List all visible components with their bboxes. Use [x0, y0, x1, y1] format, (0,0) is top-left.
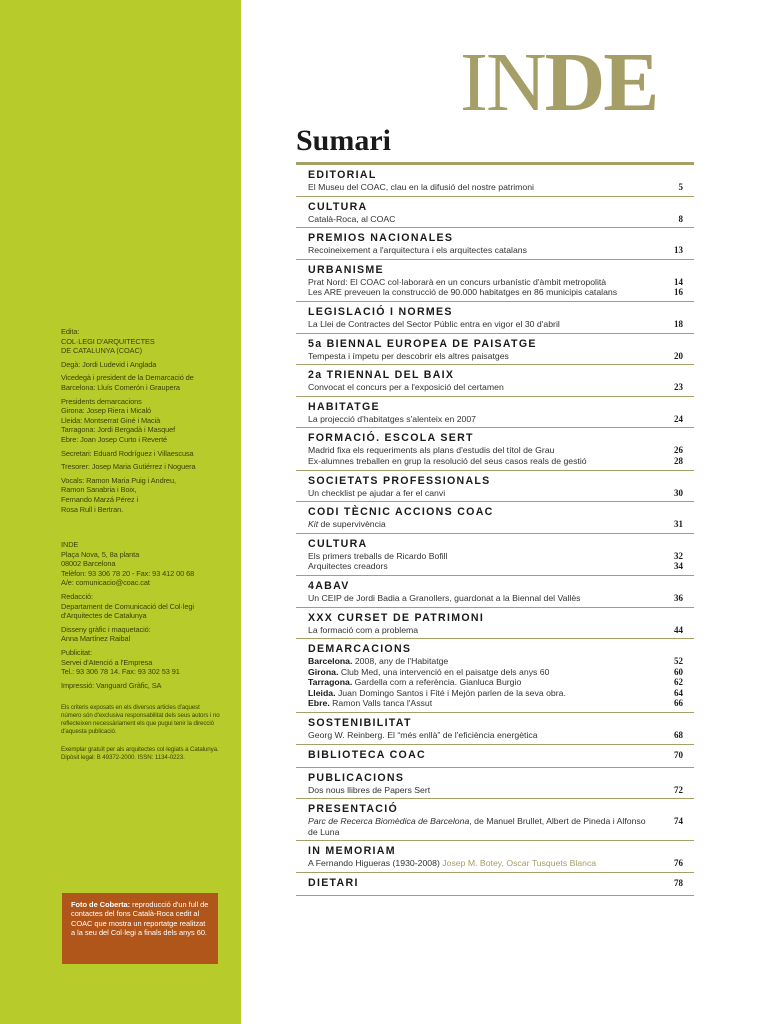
toc-entry [308, 319, 694, 330]
credit-line: Fernando Marzá Pérez i [61, 494, 139, 504]
credits-distribution: Exemplar gratuït per als arquitectes col·legiats a Catalunya. [61, 746, 219, 754]
toc-entry [308, 688, 694, 699]
credit-line: Servei d'Atenció a l'Empresa [61, 657, 153, 667]
toc-section [296, 768, 694, 800]
toc-page-number: 76 [674, 858, 683, 869]
toc-section [296, 228, 694, 260]
credit-line: Ramon Sanabria i Boix, [61, 485, 137, 495]
toc-entry-text [308, 488, 659, 499]
credit-line: Publicitat: [61, 648, 92, 658]
credit-line: A/e: comunicacio@coac.cat [61, 578, 150, 588]
toc-page-number: 66 [674, 698, 683, 709]
table-of-contents [296, 162, 694, 896]
toc-section-title: IN MEMORIAM [308, 845, 396, 858]
toc-entry [308, 519, 694, 530]
toc-entry-text [308, 656, 659, 667]
credits-people-group [61, 397, 221, 445]
credit-line: d'Arquitectes de Catalunya [61, 611, 147, 621]
toc-entry-text [308, 456, 659, 467]
toc-page-number: 30 [674, 487, 683, 498]
toc-entry-text [308, 351, 659, 362]
toc-entry-title: Juan Domingo Santos i Fité i Mejón parlen de la seva obra. [335, 687, 566, 698]
credit-line: INDE [61, 540, 79, 550]
toc-section-title: DEMARCACIONS [308, 643, 412, 656]
toc-entry-title: Un CEIP de Jordi Badia a Granollers, guardonat a la Biennal del Vallès [308, 592, 581, 603]
toc-page-number: 62 [674, 677, 683, 688]
toc-entry-text [308, 593, 659, 604]
toc-entry [308, 656, 694, 667]
toc-entry-text [308, 816, 659, 837]
toc-section-title: CULTURA [308, 537, 368, 550]
toc-section-title: 4ABAV [308, 579, 350, 592]
toc-page-number: 20 [674, 350, 683, 361]
toc-entry-text [308, 382, 659, 393]
credit-line: Tel.: 93 306 78 14. Fax: 93 302 53 91 [61, 667, 180, 677]
toc-section [296, 534, 694, 576]
toc-entry-emphasis: Parc de Recerca Biomèdica de Barcelona [308, 816, 470, 827]
toc-entry-title: Madrid fixa els requeriments als plans d'estudis del títol de Grau [308, 445, 555, 456]
credit-line: Plaça Nova, 5, 8a planta [61, 549, 140, 559]
toc-entry-text [308, 445, 659, 456]
toc-entry-title: Prat Nord: El COAC col·laborarà en un concurs urbanístic d'àmbit metropolità [308, 276, 607, 287]
toc-entry-text [308, 319, 659, 330]
cover-credit-text: reproducció d'un full de contactes del fons Català-Roca cedit al COAC que mostra un reportatge realitzat a la seu del Col·legi a finals dels anys 60. [71, 900, 209, 937]
toc-entry-emphasis: Kit [308, 519, 319, 530]
credits-design [61, 625, 221, 644]
toc-section [296, 302, 694, 334]
credits-spacer [61, 694, 221, 700]
toc-entry-location: Ebre. [308, 698, 330, 709]
toc-entry-authors: Josep M. Botey, Oscar Tusquets Blanca [442, 858, 597, 869]
toc-entry-text [308, 785, 659, 796]
masthead-logo [460, 38, 657, 128]
toc-entry-text [308, 182, 659, 193]
toc-entry-title: Els primers treballs de Ricardo Bofill [308, 550, 448, 561]
credits-advertising [61, 648, 221, 677]
credit-line: Vocals: Ramon Maria Puig i Andreu, [61, 475, 176, 485]
credits-contact [61, 540, 221, 588]
toc-entry-text [308, 667, 659, 678]
credit-line: Redacció: [61, 592, 93, 602]
toc-section-title: SOSTENIBILITAT [308, 717, 412, 730]
credits-spacer [61, 740, 221, 742]
toc-page-number: 24 [674, 413, 683, 424]
toc-section [296, 608, 694, 640]
toc-entry-title: Dos nous llibres de Papers Sert [308, 784, 431, 795]
toc-entry [308, 287, 694, 298]
toc-entry [308, 816, 694, 837]
toc-section [296, 713, 694, 745]
toc-section [296, 428, 694, 470]
toc-entry-title: Català-Roca, al COAC [308, 213, 396, 224]
credit-line: Secretari: Eduard Rodríguez i Villaescusa [61, 448, 194, 458]
toc-entry-title: A Fernando Higueras (1930-2008) [308, 858, 443, 869]
credit-line: Barcelona: Lluís Comerón i Graupera [61, 382, 180, 392]
credits-publisher [61, 327, 221, 356]
toc-page-number: 60 [674, 666, 683, 677]
toc-section-title: HABITATGE [308, 400, 380, 413]
toc-entry [308, 488, 694, 499]
sidebar [0, 0, 241, 1024]
toc-entry [308, 277, 694, 288]
toc-entry-location: Barcelona. [308, 656, 353, 667]
toc-section-title: 5a BIENNAL EUROPEA DE PAISATGE [308, 337, 537, 350]
toc-entry-text [308, 245, 659, 256]
credit-line: DE CATALUNYA (COAC) [61, 346, 143, 356]
toc-section [296, 260, 694, 302]
toc-section [296, 165, 694, 197]
toc-entry [308, 214, 694, 225]
toc-entry [308, 182, 694, 193]
toc-entry-title: Convocat el concurs per a l'exposició del certamen [308, 382, 504, 393]
toc-entry-text [308, 688, 659, 699]
toc-page-number: 34 [674, 561, 683, 572]
toc-page-number: 13 [674, 245, 683, 256]
credit-line: Lleida: Montserrat Giné i Macià [61, 415, 161, 425]
toc-section [296, 873, 694, 896]
toc-entry-title: Club Med, una intervenció en el paisatge dels anys 60 [338, 666, 550, 677]
toc-section-title: SOCIETATS PROFESSIONALS [308, 474, 491, 487]
toc-section [296, 799, 694, 841]
toc-page-number: 32 [674, 550, 683, 561]
credits-people-group [61, 373, 221, 392]
toc-section [296, 841, 694, 873]
masthead-light: IN [460, 36, 545, 129]
toc-section-row [308, 749, 694, 762]
toc-entry-title: La projecció d'habitatges s'alenteix en 2007 [308, 413, 477, 424]
toc-entry-text [308, 730, 659, 741]
toc-entry-title: de supervivència [318, 519, 386, 530]
toc-page-number: 64 [674, 687, 683, 698]
toc-entry [308, 593, 694, 604]
toc-section-title: PREMIOS NACIONALES [308, 232, 454, 245]
credits [61, 327, 221, 762]
toc-entry-text [308, 561, 659, 572]
credit-line: Disseny gràfic i maquetació: [61, 624, 151, 634]
toc-page-number: 18 [674, 318, 683, 329]
toc-section-title: 2a TRIENNAL DEL BAIX [308, 369, 455, 382]
toc-entry-text [308, 677, 659, 688]
toc-section-title: DIETARI [308, 877, 359, 890]
toc-page-number: 44 [674, 624, 683, 635]
toc-entry-text [308, 519, 659, 530]
toc-entry-text [308, 277, 659, 288]
credits-people-group [61, 476, 221, 514]
toc-section [296, 502, 694, 534]
toc-entry [308, 858, 694, 869]
toc-page-number: 23 [674, 382, 683, 393]
credit-line: Tarragona: Jordi Bergadà i Masquef [61, 425, 176, 435]
toc-section-row [308, 877, 694, 890]
credit-line: Impressió: Vanguard Gràfic, SA [61, 680, 162, 690]
toc-page-number: 74 [674, 816, 683, 827]
toc-entry-title: La formació com a problema [308, 624, 419, 635]
toc-entry-location: Lleida. [308, 687, 336, 698]
toc-section-title: PRESENTACIÓ [308, 803, 399, 816]
credit-line: Anna Martínez Raibal [61, 634, 131, 644]
toc-section-title: PUBLICACIONS [308, 771, 405, 784]
toc-section-title: BIBLIOTECA COAC [308, 748, 426, 761]
credit-line: Tresorer: Josep Maria Gutiérrez i Noguera [61, 462, 196, 472]
credit-line: Girona: Josep Riera i Micaló [61, 406, 152, 416]
toc-entry-title: Georg W. Reinberg. El “més enllà” de l'eficiència energètica [308, 730, 538, 741]
credit-line: Edita: [61, 327, 80, 336]
credits-people-group [61, 449, 221, 459]
toc-entry-text [308, 287, 659, 298]
toc-section [296, 471, 694, 503]
toc-page-number: 26 [674, 445, 683, 456]
credit-line: Presidents demarcacions [61, 396, 142, 406]
toc-entry [308, 785, 694, 796]
toc-entry-text [308, 551, 659, 562]
toc-entry-title: Un checklist pe ajudar a fer el canvi [308, 487, 446, 498]
toc-entry-text [308, 414, 659, 425]
toc-entry [308, 551, 694, 562]
toc-entry-title: Ramon Valls tanca l'Assut [329, 698, 433, 709]
toc-entry [308, 730, 694, 741]
toc-page-number: 68 [674, 730, 683, 741]
toc-page-number: 8 [678, 213, 683, 224]
toc-page-number: 5 [678, 182, 683, 192]
toc-section [296, 365, 694, 397]
toc-section-title: CODI TÈCNIC ACCIONS COAC [308, 506, 494, 519]
toc-entry-title: Recoineixement a l'arquitectura i els arquitectes catalans [308, 245, 527, 256]
toc-entry-title: El Museu del COAC, clau en la difusió del nostre patrimoni [308, 182, 534, 192]
credit-line: Degà: Jordi Ludevid i Anglada [61, 359, 157, 369]
toc-page-number: 52 [674, 656, 683, 667]
page-title: Sumari [296, 124, 392, 157]
toc-entry [308, 445, 694, 456]
toc-entry-title: Ex-alumnes treballen en grup la resolució del seus casos reals de gestió [308, 455, 587, 466]
toc-entry-text [308, 625, 659, 636]
toc-entry-text [308, 698, 659, 709]
credit-line: COL·LEGI D'ARQUITECTES [61, 336, 155, 346]
toc-section-title: XXX CURSET DE PATRIMONI [308, 611, 485, 624]
credit-line: 08002 Barcelona [61, 559, 116, 569]
toc-page-number: 31 [674, 519, 683, 530]
toc-section-title: LEGISLACIÓ I NORMES [308, 305, 453, 318]
credits-spacer [61, 518, 221, 536]
toc-entry-location: Tarragona. [308, 677, 353, 688]
toc-section [296, 397, 694, 429]
toc-section-title: FORMACIÓ. ESCOLA SERT [308, 432, 474, 445]
toc-section [296, 639, 694, 713]
toc-page-number: 14 [674, 276, 683, 287]
credits-editorial [61, 592, 221, 621]
toc-entry-title: La Llei de Contractes del Sector Públic entra en vigor el 30 d'abril [308, 318, 560, 329]
toc-section [296, 334, 694, 366]
toc-section [296, 745, 694, 768]
toc-entry-location: Girona. [308, 666, 339, 677]
toc-entry [308, 245, 694, 256]
credit-line: Telèfon: 93 306 78 20 - Fax: 93 412 00 68 [61, 568, 195, 578]
toc-section-title: URBANISME [308, 263, 384, 276]
toc-section [296, 197, 694, 229]
toc-entry [308, 698, 694, 709]
toc-entry [308, 625, 694, 636]
credits-people-group [61, 360, 221, 370]
credit-line: Rosa Rull i Bertran. [61, 504, 124, 514]
masthead-bold: DE [544, 36, 658, 129]
toc-entry [308, 351, 694, 362]
toc-entry-title: Tempesta i ímpetu per descobrir els altres paisatges [308, 350, 509, 361]
toc-page-number: 16 [674, 287, 683, 298]
toc-page-number: 70 [674, 749, 683, 760]
credit-line: Departament de Comunicació del Col·legi [61, 601, 194, 611]
toc-entry-title: 2008, any de l'Habitatge [352, 656, 449, 667]
toc-page-number: 28 [674, 455, 683, 466]
toc-entry [308, 456, 694, 467]
toc-entry-text [308, 858, 659, 869]
credits-printing [61, 681, 221, 691]
toc-section-title: CULTURA [308, 200, 368, 213]
credit-line: Vicedegà i president de la Demarcació de [61, 373, 194, 383]
toc-entry-title: Gardella com a referència. Gianluca Burgio [352, 677, 522, 688]
toc-entry-title: Arquitectes creadors [308, 561, 388, 572]
toc-entry-title: , de Manuel Brullet, Albert de Pineda i Alfonso de Luna [308, 816, 646, 837]
credits-people-group [61, 462, 221, 472]
toc-entry [308, 667, 694, 678]
toc-page-number: 78 [674, 878, 683, 889]
credits-disclaimer: Els criteris exposats en els diversos articles d'aquest número són d'exclusiva responsabilitat dels seus autors i no reflecteixen necessàriament els que pugui tenir la direcció d'aquesta publicació. [61, 704, 220, 736]
credits-legal: Dipòsit legal: B 49372-2000. ISSN: 1134-0223. [61, 754, 185, 762]
toc-entry [308, 382, 694, 393]
toc-entry-title: Les ARE preveuen la construcció de 90.000 habitatges en 86 municipis catalans [308, 287, 618, 298]
toc-page-number: 72 [674, 784, 683, 795]
toc-section [296, 576, 694, 608]
toc-entry [308, 677, 694, 688]
toc-entry-text [308, 214, 659, 225]
toc-entry [308, 414, 694, 425]
credit-line: Ebre: Joan Josep Curto i Reverté [61, 434, 168, 444]
toc-page-number: 36 [674, 592, 683, 603]
toc-entry [308, 561, 694, 572]
cover-credit [62, 893, 218, 964]
cover-credit-label: Foto de Coberta: [71, 900, 131, 909]
toc-section-title: EDITORIAL [308, 169, 377, 181]
